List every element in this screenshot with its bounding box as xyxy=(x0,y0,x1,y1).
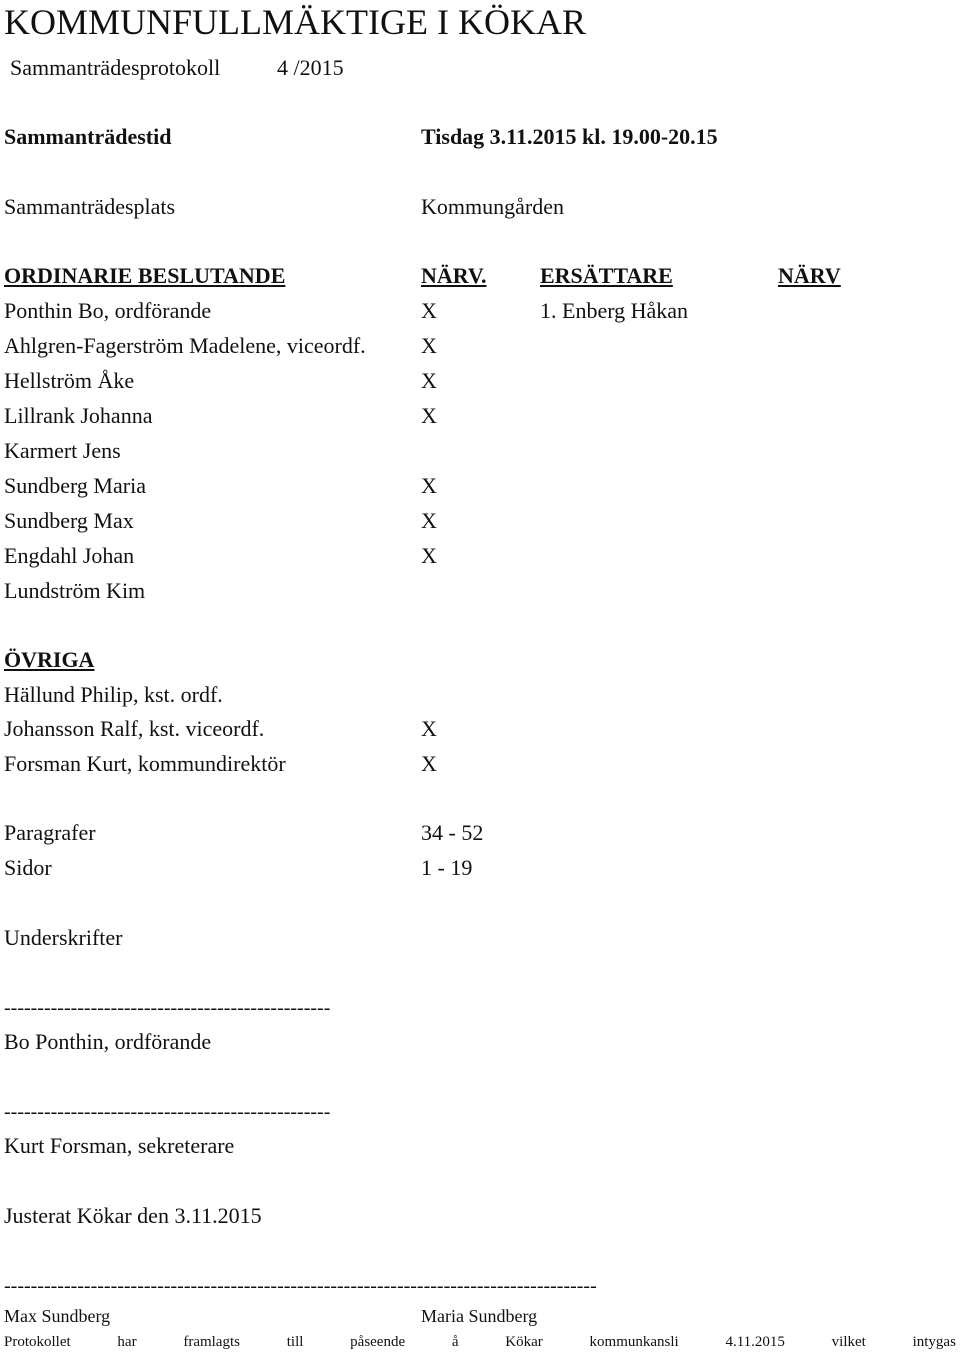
checked-statement: Justerat Kökar den 3.11.2015 xyxy=(4,1203,262,1228)
member-present-mark: X xyxy=(421,333,437,358)
checker-1: Max Sundberg xyxy=(4,1306,111,1326)
member-present-mark: X xyxy=(421,368,437,393)
protocol-label: Sammanträdesprotokoll xyxy=(10,55,221,80)
page-title: KOMMUNFULLMÄKTIGE I KÖKAR xyxy=(4,2,586,42)
paragraphs-label: Paragrafer xyxy=(4,820,96,845)
others-heading: ÖVRIGA xyxy=(4,647,95,672)
footer-word: å xyxy=(451,1334,459,1350)
footer-word: har xyxy=(117,1334,137,1350)
member-name: Engdahl Johan xyxy=(4,543,135,568)
other-name: Forsman Kurt, kommundirektör xyxy=(4,751,286,776)
member-name: Ahlgren-Fagerström Madelene, viceordf. xyxy=(4,333,366,358)
footer-word: 4.11.2015 xyxy=(725,1334,785,1350)
col-members-header: ORDINARIE BESLUTANDE xyxy=(4,263,286,288)
protocol-number: 4 /2015 xyxy=(277,55,344,80)
checker-signature-line: ----------------------------------------------------------------------------------------- xyxy=(4,1275,597,1297)
col-present-header: NÄRV. xyxy=(421,263,487,288)
member-present-mark: X xyxy=(421,298,437,323)
meeting-place-label: Sammanträdesplats xyxy=(4,194,176,219)
other-name: Johansson Ralf, kst. viceordf. xyxy=(4,716,265,741)
display-statement xyxy=(4,1332,956,1352)
pages-value: 1 - 19 xyxy=(421,855,473,880)
footer-word: framlagts xyxy=(183,1334,240,1350)
footer-word: Kökar xyxy=(505,1334,543,1350)
pages-label: Sidor xyxy=(4,855,52,880)
other-present-mark: X xyxy=(421,716,437,741)
footer-word: vilket xyxy=(831,1334,866,1350)
member-name: Sundberg Max xyxy=(4,508,134,533)
footer-word: intygas xyxy=(912,1334,956,1350)
meeting-place-value: Kommungården xyxy=(421,194,564,219)
paragraphs-value: 34 - 52 xyxy=(421,820,484,845)
footer-word: kommunkansli xyxy=(589,1334,679,1350)
member-present-mark: X xyxy=(421,508,437,533)
meeting-time-label: Sammanträdestid xyxy=(4,124,172,149)
footer-word: påseende xyxy=(350,1334,406,1350)
member-name: Sundberg Maria xyxy=(4,473,146,498)
member-name: Ponthin Bo, ordförande xyxy=(4,298,212,323)
signer-secretary: Kurt Forsman, sekreterare xyxy=(4,1133,235,1158)
member-name: Hellström Åke xyxy=(4,368,135,393)
member-name: Lillrank Johanna xyxy=(4,403,153,428)
member-present-mark: X xyxy=(421,403,437,428)
member-name: Lundström Kim xyxy=(4,578,146,603)
signature-line: ------------------------------------------------- xyxy=(4,997,331,1019)
checker-2: Maria Sundberg xyxy=(421,1306,538,1326)
col-substitutes-header: ERSÄTTARE xyxy=(540,263,673,288)
substitute-name: 1. Enberg Håkan xyxy=(540,298,689,323)
signature-line: ------------------------------------------------- xyxy=(4,1101,331,1123)
member-present-mark: X xyxy=(421,473,437,498)
meeting-time-value: Tisdag 3.11.2015 kl. 19.00-20.15 xyxy=(421,124,718,149)
other-name: Hällund Philip, kst. ordf. xyxy=(4,682,223,707)
member-present-mark: X xyxy=(421,543,437,568)
footer-word: Protokollet xyxy=(4,1334,71,1350)
signatures-heading: Underskrifter xyxy=(4,925,123,950)
other-present-mark: X xyxy=(421,751,437,776)
member-name: Karmert Jens xyxy=(4,438,121,463)
col-sub-present-header: NÄRV xyxy=(778,263,841,288)
footer-word: till xyxy=(286,1334,304,1350)
signer-chair: Bo Ponthin, ordförande xyxy=(4,1029,212,1054)
